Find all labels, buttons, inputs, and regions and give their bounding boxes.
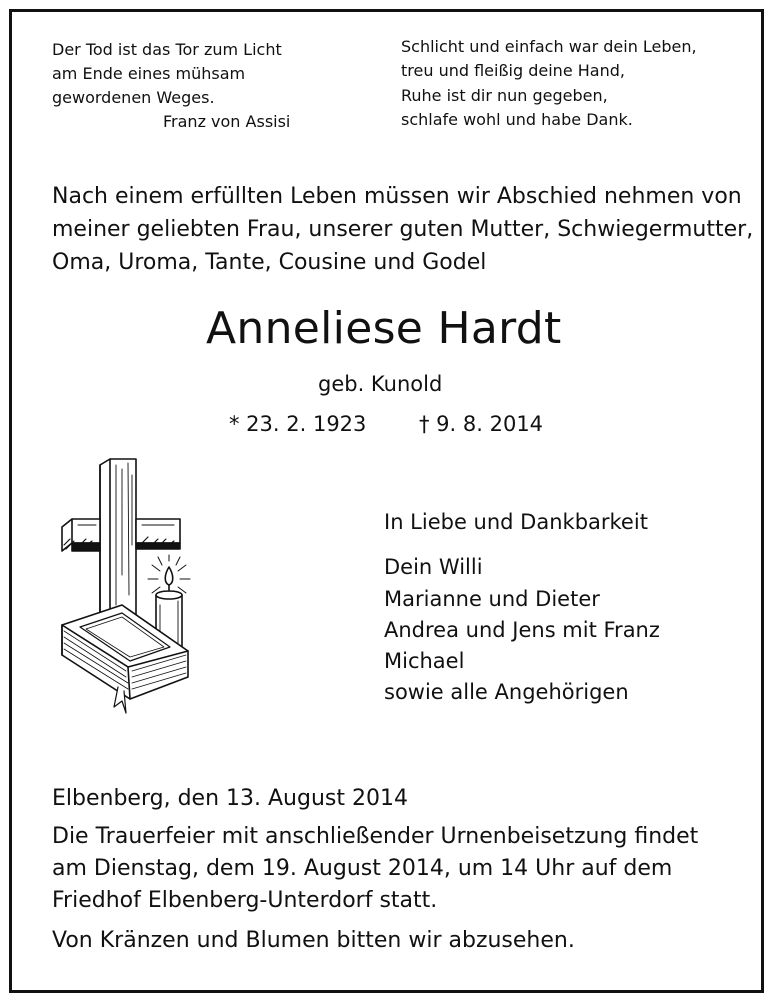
mourner-3: Andrea und Jens mit Franz — [384, 618, 660, 642]
maiden-name: geb. Kunold — [318, 372, 443, 396]
place-date: Elbenberg, den 13. August 2014 — [52, 786, 408, 811]
quote-right-line-1: Schlicht und einfach war dein Leben, — [401, 37, 697, 56]
intro-line-1: Nach einem erfüllten Leben müssen wir Abschied nehmen von — [52, 184, 742, 209]
death-date: † 9. 8. 2014 — [419, 412, 544, 436]
quote-left-line-2: am Ende eines mühsam — [52, 64, 246, 83]
intro-line-2: meiner geliebten Frau, unserer guten Mutter, Schwiegermutter, — [52, 217, 754, 242]
mourner-2: Marianne und Dieter — [384, 587, 600, 611]
deceased-name: Anneliese Hardt — [206, 303, 562, 354]
quote-right-line-4: schlafe wohl und habe Dank. — [401, 110, 633, 129]
mourner-4: Michael — [384, 649, 465, 673]
service-line-2: am Dienstag, dem 19. August 2014, um 14 Uhr auf dem — [52, 856, 673, 881]
service-line-3: Friedhof Elbenberg-Unterdorf statt. — [52, 888, 438, 913]
quote-left-author: Franz von Assisi — [163, 112, 291, 131]
mourner-1: Dein Willi — [384, 555, 483, 579]
mourner-5: sowie alle Angehörigen — [384, 680, 629, 704]
intro-line-3: Oma, Uroma, Tante, Cousine und Godel — [52, 250, 487, 275]
birth-date: * 23. 2. 1923 — [229, 412, 367, 436]
service-line-1: Die Trauerfeier mit anschließender Urnenbeisetzung findet — [52, 824, 699, 849]
flowers-note: Von Kränzen und Blumen bitten wir abzusehen. — [52, 928, 575, 953]
quote-right-line-3: Ruhe ist dir nun gegeben, — [401, 86, 608, 105]
quote-right-line-2: treu und fleißig deine Hand, — [401, 61, 625, 80]
mourners-heading: In Liebe und Dankbarkeit — [384, 510, 648, 534]
cross-book-candle-icon — [52, 455, 212, 717]
quote-left-line-1: Der Tod ist das Tor zum Licht — [52, 40, 282, 59]
quote-left-line-3: gewordenen Weges. — [52, 88, 215, 107]
